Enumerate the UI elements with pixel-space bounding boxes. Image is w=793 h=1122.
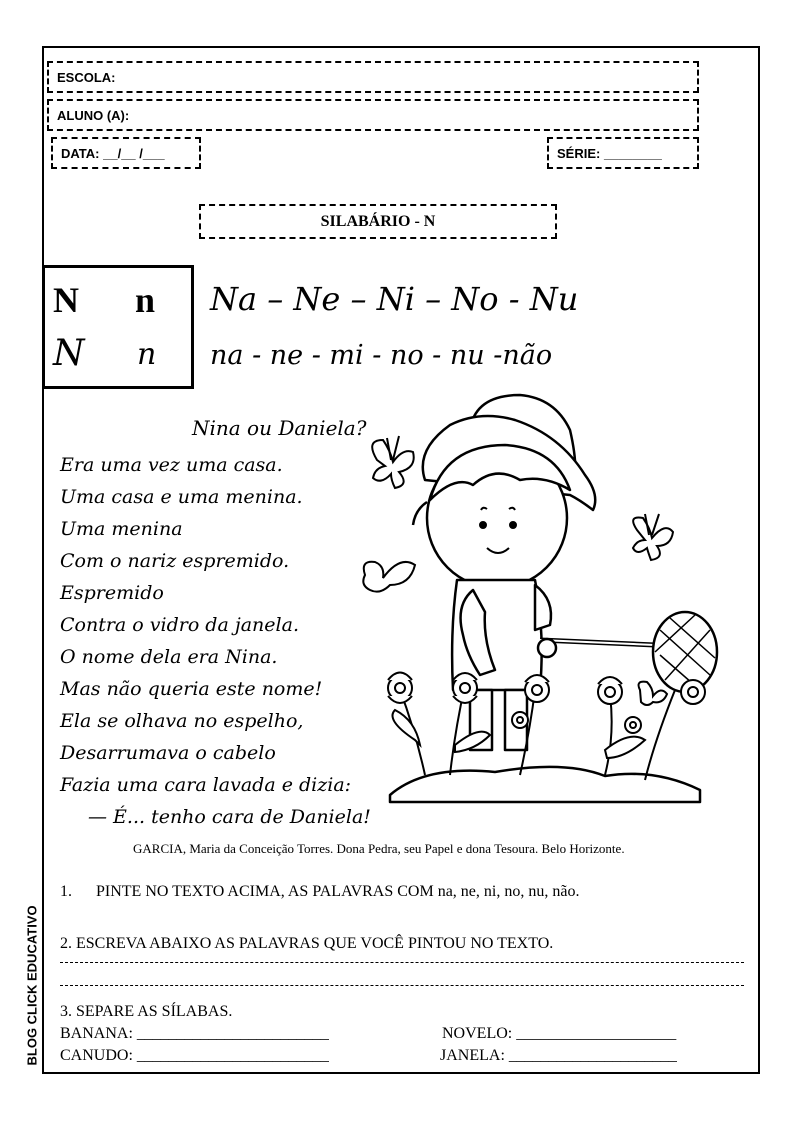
ground xyxy=(390,767,700,802)
aluno-label: ALUNO (A): xyxy=(57,107,130,123)
poem-line: Uma menina xyxy=(60,518,183,540)
escola-label: ESCOLA: xyxy=(57,69,116,85)
serie-field[interactable] xyxy=(547,137,699,169)
escola-field[interactable] xyxy=(47,61,699,93)
flower-icon xyxy=(453,673,477,703)
canudo-answer[interactable]: CANUDO: ________________________ xyxy=(60,1047,329,1064)
serie-label: SÉRIE: ________ xyxy=(557,145,662,161)
credit-text: GARCIA, Maria da Conceição Torres. Dona Pedra, seu Papel e dona Tesoura. Belo Horizonte. xyxy=(133,841,625,856)
poem-line: Desarrumava o cabelo xyxy=(60,742,276,764)
data-label: DATA: __/__ /___ xyxy=(61,145,165,161)
butterfly-icon xyxy=(372,436,414,488)
flower-icon xyxy=(512,712,528,728)
question-2: 2. ESCREVA ABAIXO AS PALAVRAS QUE VOCÊ PINTOU NO TEXTO. xyxy=(60,935,554,952)
novelo-answer[interactable]: NOVELO: ____________________ xyxy=(442,1025,677,1042)
syllables-upper: Na – Ne – Ni – No - Nu xyxy=(210,280,579,318)
poem-title: Nina ou Daniela? xyxy=(192,416,367,440)
data-field[interactable] xyxy=(51,137,201,169)
poem-line: — É... tenho cara de Daniela! xyxy=(88,806,371,828)
side-watermark: BLOG CLICK EDUCATIVO xyxy=(24,905,40,1066)
poem-line: Era uma vez uma casa. xyxy=(60,454,283,476)
letter-box xyxy=(42,265,194,389)
flower-icon xyxy=(525,675,549,702)
aluno-field[interactable] xyxy=(47,99,699,131)
question-3: 3. SEPARE AS SÍLABAS. xyxy=(60,1003,233,1020)
question-1-number: 1. xyxy=(60,883,72,900)
page-title-text: SILABÁRIO - N xyxy=(320,212,436,230)
flower-icon xyxy=(625,717,641,733)
poem-line: O nome dela era Nina. xyxy=(60,646,278,668)
poem-line: Ela se olhava no espelho, xyxy=(60,710,304,732)
upper-cursive-letter: N xyxy=(53,333,85,374)
poem-line: Contra o vidro da janela. xyxy=(60,614,299,636)
butterfly-icon xyxy=(363,562,415,592)
girl-illustration xyxy=(355,390,735,815)
poem-line: Uma casa e uma menina. xyxy=(60,486,303,508)
answer-line[interactable] xyxy=(60,962,744,963)
question-1: PINTE NO TEXTO ACIMA, AS PALAVRAS COM na, ne, ni, no, nu, não. xyxy=(96,883,580,900)
poem xyxy=(60,449,400,833)
butterfly-icon xyxy=(633,514,673,560)
flower-icon xyxy=(388,673,412,704)
flower-icon xyxy=(681,680,705,704)
janela-answer[interactable]: JANELA: _____________________ xyxy=(440,1047,677,1064)
upper-print-letter: N xyxy=(53,280,79,320)
banana-answer[interactable]: BANANA: ________________________ xyxy=(60,1025,329,1042)
poem-line: Espremido xyxy=(60,582,164,604)
poem-line: Fazia uma cara lavada e dizia: xyxy=(60,774,352,796)
flower-icon xyxy=(598,677,622,704)
poem-line: Mas não queria este nome! xyxy=(60,678,323,700)
lower-cursive-letter: n xyxy=(137,337,157,372)
answer-line[interactable] xyxy=(60,985,744,986)
page-title xyxy=(199,204,557,239)
poem-line: Com o nariz espremido. xyxy=(60,550,290,572)
lower-print-letter: n xyxy=(135,280,156,320)
butterfly-icon xyxy=(639,682,667,705)
syllables-lower: na - ne - mi - no - nu -não xyxy=(210,340,553,371)
